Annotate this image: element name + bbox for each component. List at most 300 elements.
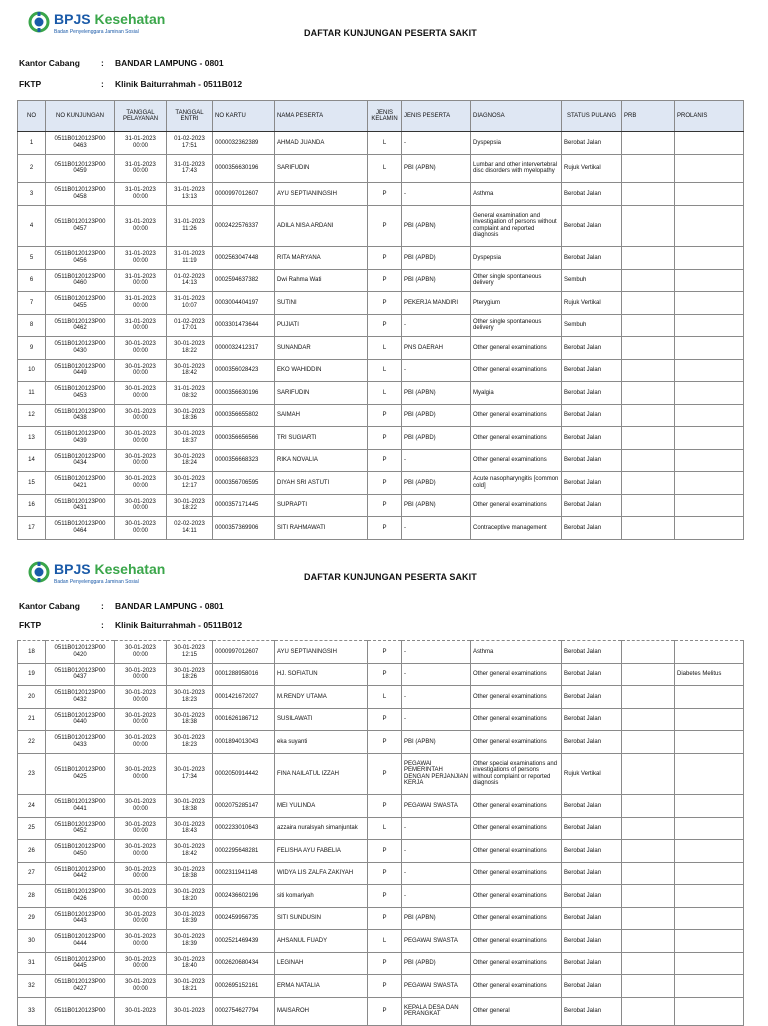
cell-tanggal-entri: 30-01-2023 18:21 <box>167 975 213 998</box>
cell-no-kunjungan: 0511B0120123P00 0440 <box>46 708 115 731</box>
cell-tanggal-entri: 30-01-2023 18:38 <box>167 795 213 818</box>
cell-tanggal-pelayanan: 30-01-2023 00:00 <box>115 862 167 885</box>
cell-status-pulang: Berobat Jalan <box>562 708 622 731</box>
cell-prolanis <box>675 269 744 292</box>
cell-jenis-peserta: - <box>402 183 471 206</box>
cell-prolanis <box>675 183 744 206</box>
column-header-nama-peserta: NAMA PESERTA <box>275 101 368 132</box>
cell-nama-peserta: HJ. SOFIATUN <box>275 663 368 686</box>
cell-no-kunjungan: 0511B0120123P00 0452 <box>46 817 115 840</box>
cell-tanggal-pelayanan: 31-01-2023 00:00 <box>115 247 167 270</box>
cell-prb <box>622 337 675 360</box>
column-header-tanggal-pelayanan: TANGGAL PELAYANAN <box>115 101 167 132</box>
cell-nama-peserta: LEGINAH <box>275 952 368 975</box>
cell-jenis-kelamin: P <box>368 292 402 315</box>
cell-status-pulang: Berobat Jalan <box>562 205 622 247</box>
cell-no-kunjungan: 0511B0120123P00 <box>46 997 115 1026</box>
cell-tanggal-pelayanan: 30-01-2023 00:00 <box>115 641 167 664</box>
cell-no-kartu: 0002075285147 <box>213 795 275 818</box>
cell-status-pulang: Berobat Jalan <box>562 907 622 930</box>
cell-prolanis <box>675 472 744 495</box>
cell-status-pulang: Berobat Jalan <box>562 449 622 472</box>
cell-jenis-peserta: - <box>402 641 471 664</box>
cell-diagnosa: Other general examinations <box>471 427 562 450</box>
cell-diagnosa: Dyspepsia <box>471 247 562 270</box>
cell-no: 27 <box>18 862 46 885</box>
cell-nama-peserta: azzaira nuralsyah simanjuntak <box>275 817 368 840</box>
cell-no-kunjungan: 0511B0120123P00 0430 <box>46 337 115 360</box>
cell-no: 15 <box>18 472 46 495</box>
cell-nama-peserta: SUPRAPTI <box>275 494 368 517</box>
cell-nama-peserta: AHMAD JUANDA <box>275 132 368 155</box>
column-header-diagnosa: DIAGNOSA <box>471 101 562 132</box>
cell-no-kunjungan: 0511B0120123P00 0433 <box>46 731 115 754</box>
cell-no-kartu: 0002436602196 <box>213 885 275 908</box>
cell-tanggal-entri: 30-01-2023 18:36 <box>167 404 213 427</box>
cell-prb <box>622 269 675 292</box>
cell-diagnosa: Contraceptive management <box>471 517 562 540</box>
cell-tanggal-pelayanan: 30-01-2023 00:00 <box>115 382 167 405</box>
cell-jenis-kelamin: P <box>368 708 402 731</box>
cell-no-kartu: 0000357369906 <box>213 517 275 540</box>
cell-prolanis <box>675 753 744 795</box>
cell-diagnosa: Other general examinations <box>471 795 562 818</box>
cell-no-kartu: 0000357171445 <box>213 494 275 517</box>
table-row <box>18 686 744 709</box>
cell-tanggal-pelayanan: 30-01-2023 00:00 <box>115 885 167 908</box>
cell-status-pulang: Berobat Jalan <box>562 472 622 495</box>
cell-tanggal-entri: 30-01-2023 18:42 <box>167 840 213 863</box>
cell-tanggal-pelayanan: 30-01-2023 <box>115 997 167 1026</box>
cell-no-kunjungan: 0511B0120123P00 0432 <box>46 686 115 709</box>
cell-jenis-peserta: PEGAWAI PEMERINTAH DENGAN PERJANJIAN KERJA <box>402 753 471 795</box>
cell-nama-peserta: RITA MARYANA <box>275 247 368 270</box>
cell-prb <box>622 817 675 840</box>
cell-no-kartu: 0000356028423 <box>213 359 275 382</box>
cell-prolanis <box>675 686 744 709</box>
cell-jenis-kelamin: L <box>368 359 402 382</box>
cell-jenis-peserta: PEGAWAI SWASTA <box>402 795 471 818</box>
table-row <box>18 494 744 517</box>
cell-prb <box>622 472 675 495</box>
column-header-jenis-peserta: JENIS PESERTA <box>402 101 471 132</box>
cell-no-kartu: 0001421672027 <box>213 686 275 709</box>
brand-main: BPJS <box>54 561 91 577</box>
cell-prolanis <box>675 314 744 337</box>
cell-no: 17 <box>18 517 46 540</box>
cell-diagnosa: Other general examinations <box>471 449 562 472</box>
cell-nama-peserta: M.RENDY UTAMA <box>275 686 368 709</box>
cell-nama-peserta: AYU SEPTIANINGSIH <box>275 641 368 664</box>
table-row <box>18 292 744 315</box>
fktp-row <box>19 79 242 89</box>
cell-jenis-kelamin: P <box>368 247 402 270</box>
cell-diagnosa: Other general examinations <box>471 952 562 975</box>
cell-prolanis <box>675 517 744 540</box>
cell-status-pulang: Berobat Jalan <box>562 183 622 206</box>
cell-prb <box>622 907 675 930</box>
table-row <box>18 154 744 183</box>
cell-status-pulang: Sembuh <box>562 314 622 337</box>
cell-jenis-peserta: - <box>402 686 471 709</box>
column-header-prb: PRB <box>622 101 675 132</box>
cell-no: 14 <box>18 449 46 472</box>
cell-status-pulang: Sembuh <box>562 269 622 292</box>
cell-tanggal-pelayanan: 30-01-2023 00:00 <box>115 337 167 360</box>
cell-tanggal-entri: 30-01-2023 18:22 <box>167 337 213 360</box>
cell-prolanis <box>675 292 744 315</box>
column-header-prolanis: PROLANIS <box>675 101 744 132</box>
table-row <box>18 205 744 247</box>
table-row <box>18 885 744 908</box>
table-row <box>18 382 744 405</box>
cell-jenis-peserta: - <box>402 314 471 337</box>
table-row <box>18 404 744 427</box>
cell-nama-peserta: RIKA NOVALIA <box>275 449 368 472</box>
cell-prolanis <box>675 494 744 517</box>
cell-jenis-kelamin: P <box>368 183 402 206</box>
cell-nama-peserta: WIDYA LIS ZALFA ZAKIYAH <box>275 862 368 885</box>
cell-nama-peserta: SARIFUDIN <box>275 382 368 405</box>
cell-jenis-kelamin: P <box>368 427 402 450</box>
cell-diagnosa: Dyspepsia <box>471 132 562 155</box>
cell-no-kartu: 0000356630196 <box>213 382 275 405</box>
kantor-value: BANDAR LAMPUNG - 0801 <box>115 58 224 68</box>
cell-jenis-peserta: PBI (APBD) <box>402 404 471 427</box>
cell-prb <box>622 686 675 709</box>
visits-table-page-1 <box>17 100 744 540</box>
cell-jenis-kelamin: L <box>368 686 402 709</box>
cell-tanggal-entri: 31-01-2023 10:07 <box>167 292 213 315</box>
cell-diagnosa: Pterygium <box>471 292 562 315</box>
cell-diagnosa: Other general examinations <box>471 885 562 908</box>
cell-no-kunjungan: 0511B0120123P00 0439 <box>46 427 115 450</box>
cell-no-kartu: 0003004404197 <box>213 292 275 315</box>
cell-diagnosa: Other single spontaneous delivery <box>471 314 562 337</box>
cell-nama-peserta: MEI YULINDA <box>275 795 368 818</box>
cell-prolanis <box>675 449 744 472</box>
cell-status-pulang: Rujuk Vertikal <box>562 753 622 795</box>
table-row <box>18 930 744 953</box>
cell-no: 12 <box>18 404 46 427</box>
cell-prolanis <box>675 795 744 818</box>
cell-tanggal-pelayanan: 30-01-2023 00:00 <box>115 517 167 540</box>
cell-no-kartu: 0002754627794 <box>213 997 275 1026</box>
cell-jenis-kelamin: P <box>368 907 402 930</box>
cell-tanggal-entri: 30-01-2023 18:22 <box>167 494 213 517</box>
bpjs-logo <box>28 561 168 589</box>
cell-no-kunjungan: 0511B0120123P00 0449 <box>46 359 115 382</box>
cell-tanggal-pelayanan: 30-01-2023 00:00 <box>115 907 167 930</box>
cell-nama-peserta: eka suyanti <box>275 731 368 754</box>
cell-no-kunjungan: 0511B0120123P00 0427 <box>46 975 115 998</box>
cell-jenis-kelamin: P <box>368 663 402 686</box>
cell-nama-peserta: SAIMAH <box>275 404 368 427</box>
cell-no-kartu: 0002563047448 <box>213 247 275 270</box>
kantor-value: BANDAR LAMPUNG - 0801 <box>115 601 224 611</box>
fktp-label: FKTP <box>19 620 42 630</box>
cell-jenis-peserta: PBI (APBN) <box>402 907 471 930</box>
cell-nama-peserta: ERMA NATALIA <box>275 975 368 998</box>
table-row <box>18 269 744 292</box>
cell-jenis-kelamin: L <box>368 382 402 405</box>
cell-jenis-kelamin: L <box>368 337 402 360</box>
cell-nama-peserta: SUTINI <box>275 292 368 315</box>
cell-no-kartu: 0000032412317 <box>213 337 275 360</box>
cell-no-kunjungan: 0511B0120123P00 0443 <box>46 907 115 930</box>
cell-tanggal-pelayanan: 30-01-2023 00:00 <box>115 753 167 795</box>
cell-no-kartu: 0002594637382 <box>213 269 275 292</box>
cell-prb <box>622 708 675 731</box>
cell-jenis-peserta: PBI (APBN) <box>402 269 471 292</box>
cell-no: 25 <box>18 817 46 840</box>
cell-prb <box>622 183 675 206</box>
cell-nama-peserta: DIYAH SRI ASTUTI <box>275 472 368 495</box>
cell-no-kunjungan: 0511B0120123P00 0441 <box>46 795 115 818</box>
cell-status-pulang: Berobat Jalan <box>562 997 622 1026</box>
cell-nama-peserta: FINA NAILATUL IZZAH <box>275 753 368 795</box>
cell-jenis-kelamin: P <box>368 952 402 975</box>
cell-tanggal-entri: 30-01-2023 18:39 <box>167 930 213 953</box>
cell-jenis-peserta: PBI (APBD) <box>402 952 471 975</box>
cell-jenis-peserta: - <box>402 517 471 540</box>
cell-prb <box>622 359 675 382</box>
cell-no-kunjungan: 0511B0120123P00 0459 <box>46 154 115 183</box>
cell-status-pulang: Berobat Jalan <box>562 731 622 754</box>
cell-prolanis <box>675 154 744 183</box>
cell-jenis-kelamin: P <box>368 494 402 517</box>
cell-diagnosa: Other general examinations <box>471 862 562 885</box>
cell-no: 30 <box>18 930 46 953</box>
cell-prolanis <box>675 952 744 975</box>
cell-status-pulang: Berobat Jalan <box>562 840 622 863</box>
cell-jenis-kelamin: L <box>368 930 402 953</box>
table-row <box>18 472 744 495</box>
column-header-tanggal-entri: TANGGAL ENTRI <box>167 101 213 132</box>
kantor-label: Kantor Cabang <box>19 58 80 68</box>
cell-jenis-peserta: - <box>402 132 471 155</box>
cell-tanggal-entri: 01-02-2023 17:51 <box>167 132 213 155</box>
cell-jenis-peserta: PBI (APBN) <box>402 205 471 247</box>
fktp-separator: : <box>101 79 104 89</box>
table-row <box>18 975 744 998</box>
cell-prolanis <box>675 997 744 1026</box>
cell-diagnosa: Other general <box>471 997 562 1026</box>
cell-status-pulang: Berobat Jalan <box>562 930 622 953</box>
cell-status-pulang: Berobat Jalan <box>562 132 622 155</box>
cell-jenis-kelamin: L <box>368 817 402 840</box>
table-row <box>18 840 744 863</box>
cell-no: 8 <box>18 314 46 337</box>
cell-prb <box>622 132 675 155</box>
cell-status-pulang: Berobat Jalan <box>562 952 622 975</box>
cell-no-kartu: 0003301473644 <box>213 314 275 337</box>
cell-jenis-peserta: PBI (APBN) <box>402 382 471 405</box>
cell-no-kunjungan: 0511B0120123P00 0444 <box>46 930 115 953</box>
cell-prolanis <box>675 885 744 908</box>
cell-prb <box>622 997 675 1026</box>
cell-no-kunjungan: 0511B0120123P00 0445 <box>46 952 115 975</box>
cell-jenis-peserta: PBI (APBN) <box>402 731 471 754</box>
cell-status-pulang: Berobat Jalan <box>562 795 622 818</box>
cell-no-kunjungan: 0511B0120123P00 0420 <box>46 641 115 664</box>
cell-prb <box>622 494 675 517</box>
cell-jenis-kelamin: P <box>368 975 402 998</box>
cell-no: 33 <box>18 997 46 1026</box>
cell-prolanis <box>675 404 744 427</box>
cell-status-pulang: Berobat Jalan <box>562 337 622 360</box>
cell-no-kartu: 0000356630196 <box>213 154 275 183</box>
cell-diagnosa: Asthma <box>471 641 562 664</box>
cell-no: 28 <box>18 885 46 908</box>
cell-no-kunjungan: 0511B0120123P00 0458 <box>46 183 115 206</box>
cell-no: 16 <box>18 494 46 517</box>
cell-no: 9 <box>18 337 46 360</box>
cell-no: 32 <box>18 975 46 998</box>
cell-no-kartu: 0002295648281 <box>213 840 275 863</box>
column-header-no-kartu: NO KARTU <box>213 101 275 132</box>
cell-no-kunjungan: 0511B0120123P00 0457 <box>46 205 115 247</box>
kantor-separator: : <box>101 601 104 611</box>
cell-prb <box>622 753 675 795</box>
cell-no-kunjungan: 0511B0120123P00 0434 <box>46 449 115 472</box>
cell-nama-peserta: MAISAROH <box>275 997 368 1026</box>
cell-nama-peserta: ADILA NISA ARDANI <box>275 205 368 247</box>
table-row <box>18 183 744 206</box>
cell-no: 29 <box>18 907 46 930</box>
cell-diagnosa: Other single spontaneous delivery <box>471 269 562 292</box>
table-row <box>18 795 744 818</box>
cell-diagnosa: Other general examinations <box>471 494 562 517</box>
cell-jenis-peserta: PEKERJA MANDIRI <box>402 292 471 315</box>
cell-diagnosa: Other special examinations and investigations of persons without complaint or reported diagnosis <box>471 753 562 795</box>
cell-no: 7 <box>18 292 46 315</box>
cell-status-pulang: Berobat Jalan <box>562 359 622 382</box>
cell-jenis-kelamin: P <box>368 269 402 292</box>
cell-tanggal-pelayanan: 30-01-2023 00:00 <box>115 663 167 686</box>
cell-prb <box>622 154 675 183</box>
column-header-jenis-kelamin: JENIS KELAMIN <box>368 101 402 132</box>
cell-jenis-peserta: PBI (APBD) <box>402 247 471 270</box>
cell-prb <box>622 975 675 998</box>
fktp-separator: : <box>101 620 104 630</box>
cell-nama-peserta: SITI RAHMAWATI <box>275 517 368 540</box>
cell-nama-peserta: FELISHA AYU FABELIA <box>275 840 368 863</box>
cell-no: 23 <box>18 753 46 795</box>
cell-jenis-kelamin: P <box>368 753 402 795</box>
table-row <box>18 708 744 731</box>
cell-diagnosa: Other general examinations <box>471 907 562 930</box>
cell-nama-peserta: PUJIATI <box>275 314 368 337</box>
cell-tanggal-pelayanan: 31-01-2023 00:00 <box>115 183 167 206</box>
cell-jenis-kelamin: P <box>368 885 402 908</box>
cell-tanggal-entri: 30-01-2023 12:17 <box>167 472 213 495</box>
cell-no: 22 <box>18 731 46 754</box>
cell-jenis-kelamin: P <box>368 404 402 427</box>
cell-tanggal-entri: 30-01-2023 18:39 <box>167 907 213 930</box>
table-row <box>18 359 744 382</box>
cell-diagnosa: Other general examinations <box>471 840 562 863</box>
cell-diagnosa: Other general examinations <box>471 817 562 840</box>
brand-tagline: Badan Penyelenggara Jaminan Sosial <box>54 29 139 35</box>
table-row <box>18 753 744 795</box>
cell-no-kartu: 0001288958016 <box>213 663 275 686</box>
cell-jenis-peserta: - <box>402 885 471 908</box>
cell-tanggal-pelayanan: 30-01-2023 00:00 <box>115 472 167 495</box>
cell-jenis-peserta: PEGAWAI SWASTA <box>402 930 471 953</box>
cell-prb <box>622 404 675 427</box>
cell-prolanis: Diabetes Melitus <box>675 663 744 686</box>
cell-tanggal-pelayanan: 31-01-2023 00:00 <box>115 314 167 337</box>
document-title: DAFTAR KUNJUNGAN PESERTA SAKIT <box>304 28 477 38</box>
cell-no-kartu: 0001626186712 <box>213 708 275 731</box>
cell-status-pulang: Berobat Jalan <box>562 517 622 540</box>
cell-no: 21 <box>18 708 46 731</box>
table-row <box>18 997 744 1026</box>
cell-diagnosa: Other general examinations <box>471 663 562 686</box>
cell-prolanis <box>675 641 744 664</box>
cell-prb <box>622 885 675 908</box>
cell-jenis-kelamin: P <box>368 517 402 540</box>
cell-nama-peserta: SITI SUNDUSIN <box>275 907 368 930</box>
cell-status-pulang: Berobat Jalan <box>562 404 622 427</box>
cell-jenis-peserta: PEGAWAI SWASTA <box>402 975 471 998</box>
table-row <box>18 862 744 885</box>
cell-tanggal-entri: 31-01-2023 08:32 <box>167 382 213 405</box>
cell-diagnosa: Acute nasopharyngitis [common cold] <box>471 472 562 495</box>
cell-tanggal-entri: 30-01-2023 18:26 <box>167 663 213 686</box>
cell-jenis-kelamin: P <box>368 862 402 885</box>
cell-nama-peserta: TRI SUGIARTI <box>275 427 368 450</box>
cell-jenis-kelamin: P <box>368 641 402 664</box>
cell-nama-peserta: Dwi Rahma Wati <box>275 269 368 292</box>
cell-tanggal-entri: 01-02-2023 17:01 <box>167 314 213 337</box>
cell-no-kartu: 0002620680434 <box>213 952 275 975</box>
cell-tanggal-pelayanan: 31-01-2023 00:00 <box>115 132 167 155</box>
cell-prb <box>622 314 675 337</box>
cell-no-kunjungan: 0511B0120123P00 0450 <box>46 840 115 863</box>
cell-no: 11 <box>18 382 46 405</box>
cell-tanggal-pelayanan: 30-01-2023 00:00 <box>115 930 167 953</box>
cell-prb <box>622 292 675 315</box>
cell-tanggal-pelayanan: 31-01-2023 00:00 <box>115 154 167 183</box>
cell-jenis-peserta: - <box>402 708 471 731</box>
table-row <box>18 641 744 664</box>
cell-no-kartu: 0002233010643 <box>213 817 275 840</box>
cell-status-pulang: Berobat Jalan <box>562 975 622 998</box>
cell-status-pulang: Berobat Jalan <box>562 427 622 450</box>
cell-status-pulang: Berobat Jalan <box>562 247 622 270</box>
cell-tanggal-pelayanan: 30-01-2023 00:00 <box>115 975 167 998</box>
cell-diagnosa: Other general examinations <box>471 337 562 360</box>
cell-no-kunjungan: 0511B0120123P00 0425 <box>46 753 115 795</box>
kantor-cabang-row <box>19 58 224 68</box>
cell-diagnosa: Other general examinations <box>471 975 562 998</box>
cell-prb <box>622 641 675 664</box>
cell-jenis-peserta: - <box>402 359 471 382</box>
cell-no-kunjungan: 0511B0120123P00 0455 <box>46 292 115 315</box>
cell-jenis-peserta: - <box>402 663 471 686</box>
cell-no-kunjungan: 0511B0120123P00 0463 <box>46 132 115 155</box>
cell-no-kartu: 0002050914442 <box>213 753 275 795</box>
bpjs-logo <box>28 11 168 39</box>
cell-no: 6 <box>18 269 46 292</box>
cell-no-kunjungan: 0511B0120123P00 0460 <box>46 269 115 292</box>
cell-no: 1 <box>18 132 46 155</box>
cell-prolanis <box>675 132 744 155</box>
cell-no-kunjungan: 0511B0120123P00 0438 <box>46 404 115 427</box>
cell-tanggal-pelayanan: 30-01-2023 00:00 <box>115 795 167 818</box>
